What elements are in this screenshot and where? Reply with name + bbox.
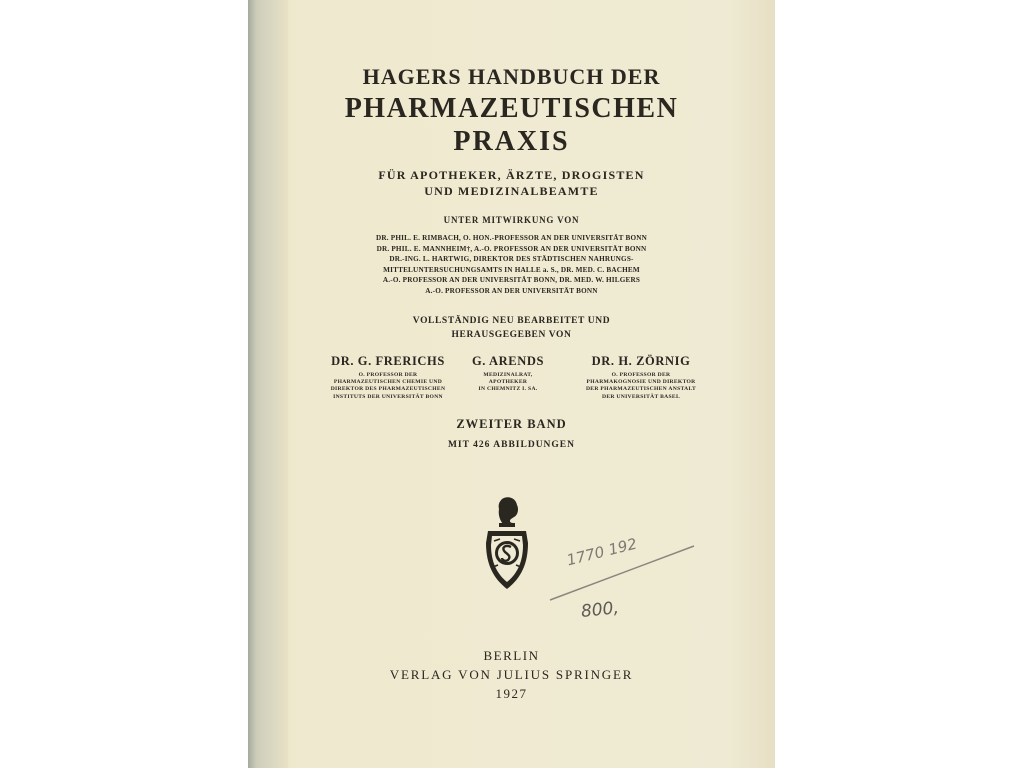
editor-desc-line: IN CHEMNITZ I. SA.	[478, 386, 538, 393]
collaboration-heading: UNTER MITWIRKUNG VON	[443, 215, 580, 225]
edited-line-1: VOLLSTÄNDIG NEU BEARBEITET UND	[412, 316, 611, 326]
handwritten-price: 800,	[580, 598, 620, 622]
editor-frerichs	[308, 354, 468, 401]
pencil-underline	[548, 540, 698, 610]
editor-desc-line: APOTHEKER	[488, 379, 528, 386]
title-line-3: PRAXIS	[453, 126, 570, 157]
editor-desc-line: DER UNIVERSITÄT BASEL	[601, 393, 680, 400]
edited-line-2: HERAUSGEGEBEN VON	[451, 330, 572, 340]
editor-desc-line: PHARMAZEUTISCHEN CHEMIE UND	[333, 379, 443, 386]
editor-desc-line: O. PROFESSOR DER	[358, 372, 418, 378]
imprint-city: BERLIN	[483, 648, 540, 663]
collaborators-list	[248, 233, 775, 296]
imprint-publisher: VERLAG VON JULIUS SPRINGER	[389, 667, 634, 682]
editor-desc-line: INSTITUTS DER UNIVERSITÄT BONN	[333, 393, 443, 400]
editor-desc-line: MEDIZINALRAT,	[483, 372, 533, 378]
editor-name: DR. G. FRERICHS	[331, 354, 445, 368]
collaborator-line: DR. PHIL. E. RIMBACH, O. HON.-PROFESSOR AN DER UNIVERSITÄT BONN	[375, 234, 648, 242]
subtitle-line-1: FÜR APOTHEKER, ÄRZTE, DROGISTEN	[378, 168, 645, 182]
editor-desc-line: DIREKTOR DES PHARMAZEUTISCHEN	[330, 386, 446, 393]
collaborator-line: DR. PHIL. E. MANNHEIM†, A.-O. PROFESSOR AN DER UNIVERSITÄT BONN	[376, 244, 647, 253]
springer-knight-icon	[480, 495, 534, 593]
editor-zoernig	[556, 354, 726, 401]
collaborator-line: A.-O. PROFESSOR AN DER UNIVERSITÄT BONN, DR. MED. W. HILGERS	[382, 276, 641, 284]
editor-description	[308, 372, 468, 401]
handwritten-number: 1770 192	[564, 534, 639, 570]
collaborator-line: A.-O. PROFESSOR AN DER UNIVERSITÄT BONN	[425, 286, 598, 295]
editor-name: G. ARENDS	[471, 354, 545, 368]
collaborator-line: DR.-ING. L. HARTWIG, DIREKTOR DES STÄDTISCHEN NAHRUNGS-	[389, 255, 634, 263]
illustrations-count: MIT 426 ABBILDUNGEN	[447, 440, 576, 450]
imprint-year: 1927	[495, 686, 528, 701]
edited-statement	[248, 314, 775, 342]
editor-description	[448, 372, 568, 394]
editor-name: DR. H. ZÖRNIG	[591, 354, 691, 368]
editor-description	[556, 372, 726, 401]
collaborator-line: MITTELUNTERSUCHUNGSAMTS IN HALLE a. S., DR. MED. C. BACHEM	[383, 265, 640, 274]
editor-arends	[448, 354, 568, 394]
title-page	[248, 0, 775, 768]
volume-label: ZWEITER BAND	[456, 417, 567, 431]
editor-desc-line: DER PHARMAZEUTISCHEN ANSTALT	[585, 386, 697, 393]
title-line-1: HAGERS HANDBUCH DER	[362, 64, 661, 89]
editor-desc-line: PHARMAKOGNOSIE UND DIREKTOR	[586, 379, 696, 386]
subtitle-line-2: UND MEDIZINALBEAMTE	[424, 184, 599, 198]
title-line-2: PHARMAZEUTISCHEN	[344, 93, 679, 124]
editor-desc-line: O. PROFESSOR DER	[611, 372, 671, 378]
